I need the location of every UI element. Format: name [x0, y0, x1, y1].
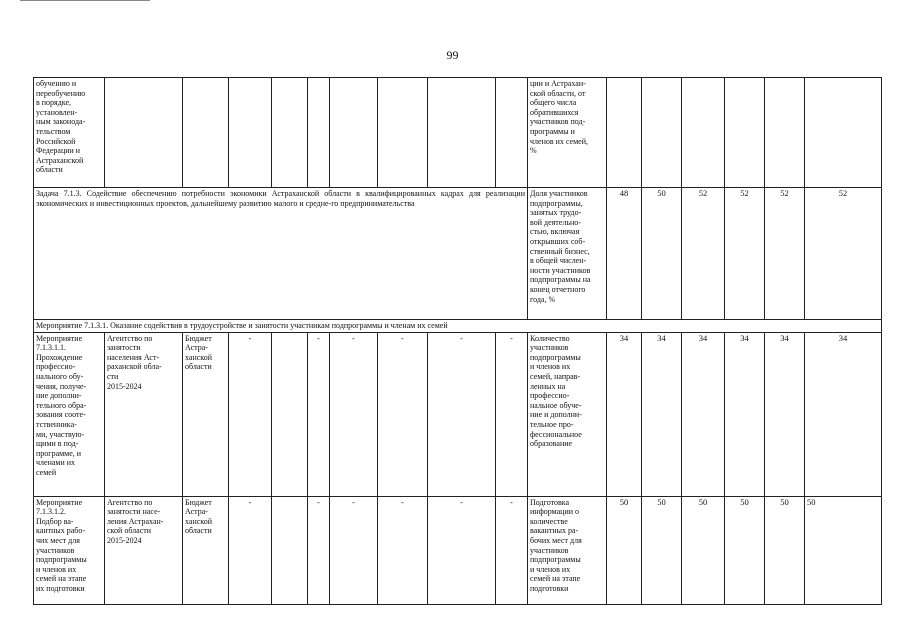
value-cell: 34	[607, 332, 642, 496]
dash-cell: -	[229, 496, 272, 604]
indicator-cell: Доля участников подпрограммы, занятых трудо- вой деятельно- стью, включая открывших соб- ственный бизнес, в общей числен- ности участников подпрограммы на конец отчетного года, %	[528, 188, 607, 320]
value-cell: 50	[805, 496, 882, 604]
program-table	[33, 77, 882, 605]
value-cell: 52	[805, 188, 882, 320]
dash-cell: -	[330, 496, 378, 604]
table-row	[34, 332, 882, 496]
value-cell: 34	[642, 332, 682, 496]
value-cell: 50	[765, 496, 805, 604]
value-cell: 50	[725, 496, 765, 604]
value-cell: 34	[725, 332, 765, 496]
value-cell: 34	[765, 332, 805, 496]
dash-cell: -	[496, 332, 528, 496]
value-cell: 52	[725, 188, 765, 320]
value-cell: 52	[682, 188, 725, 320]
table-row	[34, 320, 882, 333]
dash-cell: -	[229, 332, 272, 496]
value-cell: 50	[607, 496, 642, 604]
measure-header: Мероприятие 7.1.3.1. Оказание содействия в трудоустройстве и занятости участникам подпрограммы и членам их семей	[34, 320, 882, 333]
table-row	[34, 78, 882, 188]
dash-cell: -	[378, 496, 428, 604]
dash-cell: -	[308, 496, 330, 604]
executor-cell: Агентство по занятости населения Аст- раханской обла- сти 2015-2024	[105, 332, 183, 496]
value-cell: 48	[607, 188, 642, 320]
measure-name-cell: обучению и переобучению в порядке, установлен- ным законода- тельством Российской Федерации и Астраханской области	[34, 78, 105, 188]
indicator-cell: Подготовка информации о количестве вакантных ра- бочих мест для участников подпрограммы и членов их семей на этапе подготовки	[528, 496, 607, 604]
dash-cell: -	[330, 332, 378, 496]
indicator-cell: ции и Астрахан- ской области, от общего числа обратившихся участников под- программы и членов их семей, %	[528, 78, 607, 188]
dash-cell: -	[496, 496, 528, 604]
dash-cell: -	[308, 332, 330, 496]
table-row	[34, 496, 882, 604]
value-cell: 50	[682, 496, 725, 604]
measure-name-cell: Мероприятие 7.1.3.1.1. Прохождение профессио- нального обу- чения, получе- ние дополни- тельного обра- зования соотe- тственникa- ми, участвую- щими в под- программе, и членами их семей	[34, 332, 105, 496]
dash-cell: -	[378, 332, 428, 496]
value-cell: 34	[805, 332, 882, 496]
measure-name-cell: Мероприятие 7.1.3.1.2. Подбор ва- кантных рабо- чих мест для участников подпрограммы и членов их семей на этапе их подготовки	[34, 496, 105, 604]
task-cell: Задача 7.1.3. Содействие обеспечению потребности экономики Астраханской области в квалифицированных кадрах для реализации экономических и инвестиционных проектов, дальнейшему развитию малого и средне-го предпринимательства	[34, 188, 528, 320]
dash-cell: -	[428, 332, 496, 496]
value-cell: 50	[642, 188, 682, 320]
value-cell: 52	[765, 188, 805, 320]
table-row	[34, 188, 882, 320]
executor-cell: Агентство по занятости насе- ления Астрахан- ской области 2015-2024	[105, 496, 183, 604]
value-cell: 34	[682, 332, 725, 496]
dash-cell: -	[428, 496, 496, 604]
top-rule	[20, 0, 150, 1]
source-cell: Бюджет Астра- ханской области	[183, 496, 229, 604]
indicator-cell: Количество участников подпрограммы и членов их семей, направ- ленных на профессио- нальное обуче- ние и дополни- тельное про- фессиональное образование	[528, 332, 607, 496]
source-cell: Бюджет Астра- ханской области	[183, 332, 229, 496]
value-cell: 50	[642, 496, 682, 604]
page-number: 99	[446, 48, 459, 62]
